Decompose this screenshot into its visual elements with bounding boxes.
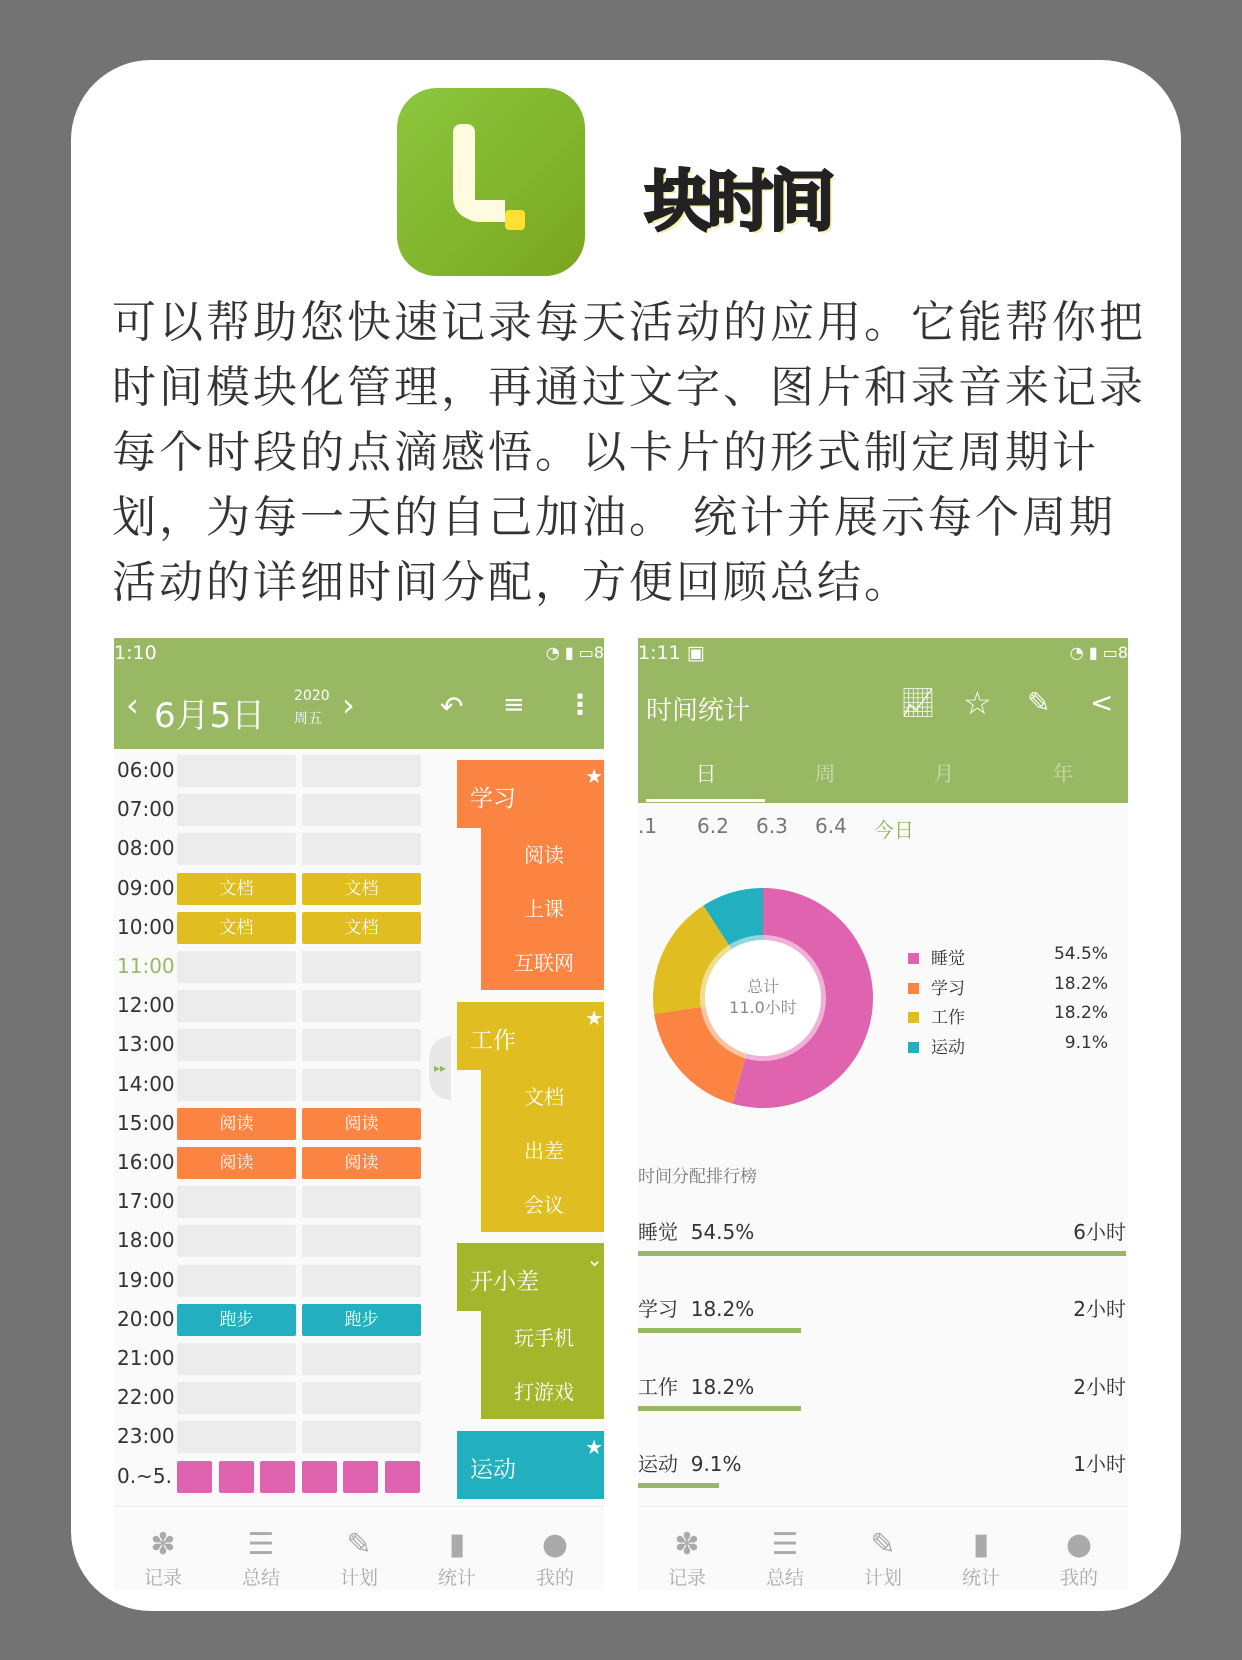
nav-label: 记录 <box>143 1567 182 1589</box>
time-label: 14:00 <box>117 1071 175 1096</box>
legend-item <box>908 944 1108 969</box>
time-slot[interactable] <box>177 1265 296 1297</box>
star-icon[interactable]: ☆ <box>963 684 992 722</box>
time-slot[interactable] <box>177 1029 296 1061</box>
total-value: 11.0小时 <box>729 998 797 1017</box>
nav-profile[interactable] <box>1030 1507 1128 1590</box>
category-card <box>457 1243 604 1419</box>
time-slot[interactable] <box>177 794 296 826</box>
ranking-bar <box>638 1251 1126 1256</box>
legend-swatch <box>908 1012 919 1023</box>
ranking-bar <box>638 1328 801 1333</box>
ranking-row <box>638 1448 1128 1477</box>
ranking-label: 睡觉 <box>638 1220 678 1244</box>
category-item[interactable]: 互联网 <box>481 936 604 990</box>
time-slot[interactable] <box>302 833 421 865</box>
category-card <box>457 1431 604 1499</box>
nav-stats[interactable] <box>408 1507 506 1590</box>
tab[interactable]: 月 <box>933 762 955 786</box>
time-label: 13:00 <box>117 1032 175 1057</box>
share-icon[interactable]: < <box>1090 686 1114 719</box>
category-item[interactable]: 会议 <box>481 1178 604 1232</box>
category-header[interactable] <box>457 1431 604 1499</box>
category-name: 工作 <box>470 1028 516 1054</box>
ranking-row <box>638 1293 1128 1322</box>
nav-profile[interactable] <box>506 1507 604 1590</box>
star-icon[interactable]: ★ <box>585 1006 603 1030</box>
toolbar <box>114 668 604 749</box>
time-label: 18:00 <box>117 1228 175 1253</box>
nav-plan[interactable] <box>310 1507 408 1590</box>
legend-swatch <box>908 953 919 964</box>
time-slot[interactable] <box>302 1029 421 1061</box>
category-item[interactable]: 玩手机 <box>481 1311 604 1365</box>
status-time: 1:11 <box>638 642 681 664</box>
ranking-label: 运动 <box>638 1451 678 1476</box>
record-screen <box>114 638 604 1590</box>
legend-label: 学习 <box>931 978 965 999</box>
ranking-row <box>638 1216 1128 1245</box>
bar-chart-icon: ▮ <box>972 1527 990 1562</box>
legend-item <box>908 974 1108 999</box>
pencil-icon: ✎ <box>870 1527 896 1562</box>
sleep-slot[interactable] <box>177 1461 212 1493</box>
stats-screen <box>638 638 1128 1590</box>
time-slot[interactable]: 文档 <box>177 873 296 905</box>
pencil-icon: ✎ <box>346 1527 372 1562</box>
time-slot[interactable] <box>177 755 296 787</box>
time-slot[interactable]: 跑步 <box>177 1304 296 1336</box>
time-slot[interactable] <box>302 1186 421 1218</box>
time-slot[interactable]: 跑步 <box>302 1304 421 1336</box>
time-slot[interactable]: 阅读 <box>302 1108 421 1140</box>
nav-label: 我的 <box>1059 1567 1098 1589</box>
nav-label: 统计 <box>437 1567 476 1589</box>
time-slot[interactable] <box>302 951 421 983</box>
time-label: 08:00 <box>117 836 175 861</box>
app-description: 可以帮助您快速记录每天活动的应用。它能帮你把时间模块化管理，再通过文字、图片和录音来记录每个时段的点滴感悟。以卡片的形式制定周期计划，为每一天的自己加油。 统计并展示每个周期活动的详细时间分配，方便回顾总结。 <box>112 297 1146 608</box>
tab[interactable]: 日 <box>695 762 717 786</box>
undo-icon[interactable]: ↶ <box>440 690 464 723</box>
time-label: 09:00 <box>117 875 175 900</box>
legend-item <box>908 1003 1108 1028</box>
time-slot[interactable] <box>302 1265 421 1297</box>
date-chip[interactable]: 今日 <box>874 818 914 842</box>
bar-chart-icon: ▮ <box>448 1527 466 1562</box>
sleep-slot[interactable] <box>302 1461 337 1493</box>
legend-percent: 9.1% <box>1064 1032 1108 1053</box>
time-slot[interactable] <box>302 990 421 1022</box>
ranking-hours: 1小时 <box>1073 1451 1126 1476</box>
category-name: 开小差 <box>470 1269 539 1295</box>
category-item[interactable]: 打游戏 <box>481 1365 604 1419</box>
category-header[interactable] <box>457 760 604 828</box>
puzzle-icon: ✽ <box>674 1527 700 1562</box>
edit-note-icon[interactable]: ✎ <box>1027 686 1051 719</box>
time-label: 20:00 <box>117 1306 175 1331</box>
category-item[interactable]: 上课 <box>481 882 604 936</box>
time-slot[interactable] <box>302 794 421 826</box>
ranking-title: 时间分配排行榜 <box>638 1167 757 1187</box>
prev-day-icon[interactable]: ‹ <box>126 686 139 724</box>
time-label: 06:00 <box>117 758 175 782</box>
year-label: 2020 <box>294 688 330 704</box>
nav-record[interactable] <box>638 1507 736 1590</box>
time-slot[interactable] <box>177 990 296 1022</box>
more-icon[interactable]: ⋮ <box>566 688 594 721</box>
time-slot[interactable] <box>177 1225 296 1257</box>
time-slot[interactable] <box>177 951 296 983</box>
puzzle-icon: ✽ <box>150 1527 176 1562</box>
date-chip[interactable]: .1 <box>638 814 658 838</box>
time-slot[interactable] <box>302 1343 421 1375</box>
time-label: 15:00 <box>117 1110 175 1135</box>
time-slot[interactable] <box>177 1186 296 1218</box>
nav-label: 计划 <box>339 1567 378 1589</box>
nav-summary[interactable] <box>212 1507 310 1590</box>
tab-indicator <box>646 799 765 802</box>
tab[interactable]: 年 <box>1052 762 1074 786</box>
legend-item <box>908 1033 1108 1058</box>
status-icons: ◔ ▮ ▭8 <box>545 643 604 662</box>
time-label: 22:00 <box>117 1385 175 1410</box>
legend-percent: 18.2% <box>1053 973 1108 994</box>
app-logo-icon <box>397 88 585 276</box>
ranking-row <box>638 1371 1128 1400</box>
sleep-slot[interactable] <box>219 1461 254 1493</box>
ranking-bar <box>638 1483 719 1488</box>
bottom-nav <box>114 1506 604 1590</box>
sleep-slot[interactable] <box>343 1461 378 1493</box>
time-slot[interactable]: 阅读 <box>302 1147 421 1179</box>
time-slot[interactable] <box>302 755 421 787</box>
category-header[interactable] <box>457 1243 604 1311</box>
time-label: 07:00 <box>117 797 175 822</box>
legend-label: 睡觉 <box>931 949 965 969</box>
bottom-nav <box>638 1506 1128 1590</box>
legend-label: 运动 <box>931 1037 965 1058</box>
tab[interactable]: 周 <box>814 762 836 786</box>
time-slot[interactable] <box>302 1421 421 1453</box>
ranking-label: 学习 <box>638 1297 678 1322</box>
legend-percent: 54.5% <box>1053 944 1108 964</box>
nav-label: 记录 <box>667 1567 706 1589</box>
ranking-hours: 2小时 <box>1073 1297 1126 1322</box>
category-header[interactable] <box>457 1002 604 1070</box>
time-label: 11:00 <box>117 954 175 978</box>
category-item[interactable]: 文档 <box>481 1070 604 1124</box>
donut-center <box>703 976 823 1018</box>
time-slot[interactable] <box>302 1382 421 1414</box>
nav-label: 统计 <box>961 1567 1000 1589</box>
status-icons: ◔ ▮ ▭8 <box>1069 643 1128 662</box>
legend-swatch <box>908 983 919 994</box>
category-card <box>457 1002 604 1232</box>
time-slot[interactable] <box>177 1069 296 1101</box>
date-chip[interactable]: 6.3 <box>756 814 788 838</box>
date-title[interactable]: 6月5日 <box>154 696 266 736</box>
ranking-percent: 18.2% <box>678 1297 755 1322</box>
date-chip[interactable]: 6.2 <box>697 814 729 838</box>
time-slot[interactable]: 文档 <box>302 912 421 944</box>
time-slot[interactable]: 文档 <box>177 912 296 944</box>
weekday-label: 周五 <box>294 711 322 727</box>
total-label: 总计 <box>746 977 779 996</box>
nav-label: 总结 <box>765 1567 804 1589</box>
nav-label: 总结 <box>241 1567 280 1589</box>
time-slot[interactable]: 阅读 <box>177 1147 296 1179</box>
ranking-percent: 18.2% <box>678 1374 755 1399</box>
page-title: 时间统计 <box>646 696 751 726</box>
ranking-hours: 6小时 <box>1073 1220 1126 1244</box>
sleep-slot[interactable] <box>385 1461 420 1493</box>
chevron-down-icon[interactable]: ⌄ <box>586 1247 603 1271</box>
time-label: 23:00 <box>117 1424 175 1449</box>
time-label: 19:00 <box>117 1267 175 1292</box>
date-chip[interactable]: 6.4 <box>815 814 847 838</box>
star-icon[interactable]: ★ <box>585 1435 603 1459</box>
nav-label: 计划 <box>863 1567 902 1589</box>
status-bar: 1:11 ▣ ◔ ▮ ▭8 <box>638 638 1128 668</box>
time-slot[interactable] <box>177 1421 296 1453</box>
nav-plan[interactable] <box>834 1507 932 1590</box>
time-label: 0.~5. <box>117 1463 172 1488</box>
star-icon[interactable]: ★ <box>585 764 603 788</box>
person-icon: ● <box>1065 1527 1093 1562</box>
category-name: 学习 <box>470 786 516 812</box>
app-title: 块时间 <box>645 163 831 240</box>
time-slot[interactable] <box>302 1225 421 1257</box>
time-slot[interactable] <box>302 1069 421 1101</box>
legend-label: 工作 <box>931 1008 965 1029</box>
time-label: 16:00 <box>117 1150 175 1174</box>
sort-icon[interactable]: ≡ <box>503 690 525 720</box>
time-label: 17:00 <box>117 1189 175 1214</box>
status-time: 1:10 <box>114 642 157 664</box>
ranking-percent: 9.1% <box>678 1451 742 1476</box>
ranking-percent: 54.5% <box>678 1220 755 1244</box>
time-label: 10:00 <box>117 914 175 939</box>
time-slot[interactable] <box>177 1382 296 1414</box>
panel-toggle-handle[interactable]: ▸▸ <box>429 1036 451 1100</box>
sleep-slot[interactable] <box>260 1461 295 1493</box>
time-label: 21:00 <box>117 1346 175 1370</box>
nav-label: 我的 <box>535 1567 574 1589</box>
time-slot[interactable] <box>177 1343 296 1375</box>
ranking-label: 工作 <box>638 1374 678 1399</box>
nav-record[interactable] <box>114 1507 212 1590</box>
category-name: 运动 <box>470 1457 516 1483</box>
time-slot[interactable]: 文档 <box>302 873 421 905</box>
legend-percent: 18.2% <box>1053 1003 1108 1024</box>
time-slot[interactable]: 阅读 <box>177 1108 296 1140</box>
category-item[interactable]: 出差 <box>481 1124 604 1178</box>
time-slot[interactable] <box>177 833 296 865</box>
list-icon: ☰ <box>247 1527 275 1562</box>
ranking-hours: 2小时 <box>1073 1374 1126 1399</box>
time-label: 12:00 <box>117 993 175 1018</box>
category-card <box>457 760 604 990</box>
nav-stats[interactable] <box>932 1507 1030 1590</box>
trend-chart-icon[interactable]: 📈︎ <box>900 686 936 719</box>
ranking-bar <box>638 1406 801 1411</box>
category-item[interactable]: 阅读 <box>481 828 604 882</box>
list-icon: ☰ <box>771 1527 799 1562</box>
status-bar <box>114 638 604 668</box>
nav-summary[interactable] <box>736 1507 834 1590</box>
person-icon: ● <box>541 1527 569 1562</box>
legend-swatch <box>908 1042 919 1053</box>
next-day-icon[interactable]: › <box>342 686 355 724</box>
